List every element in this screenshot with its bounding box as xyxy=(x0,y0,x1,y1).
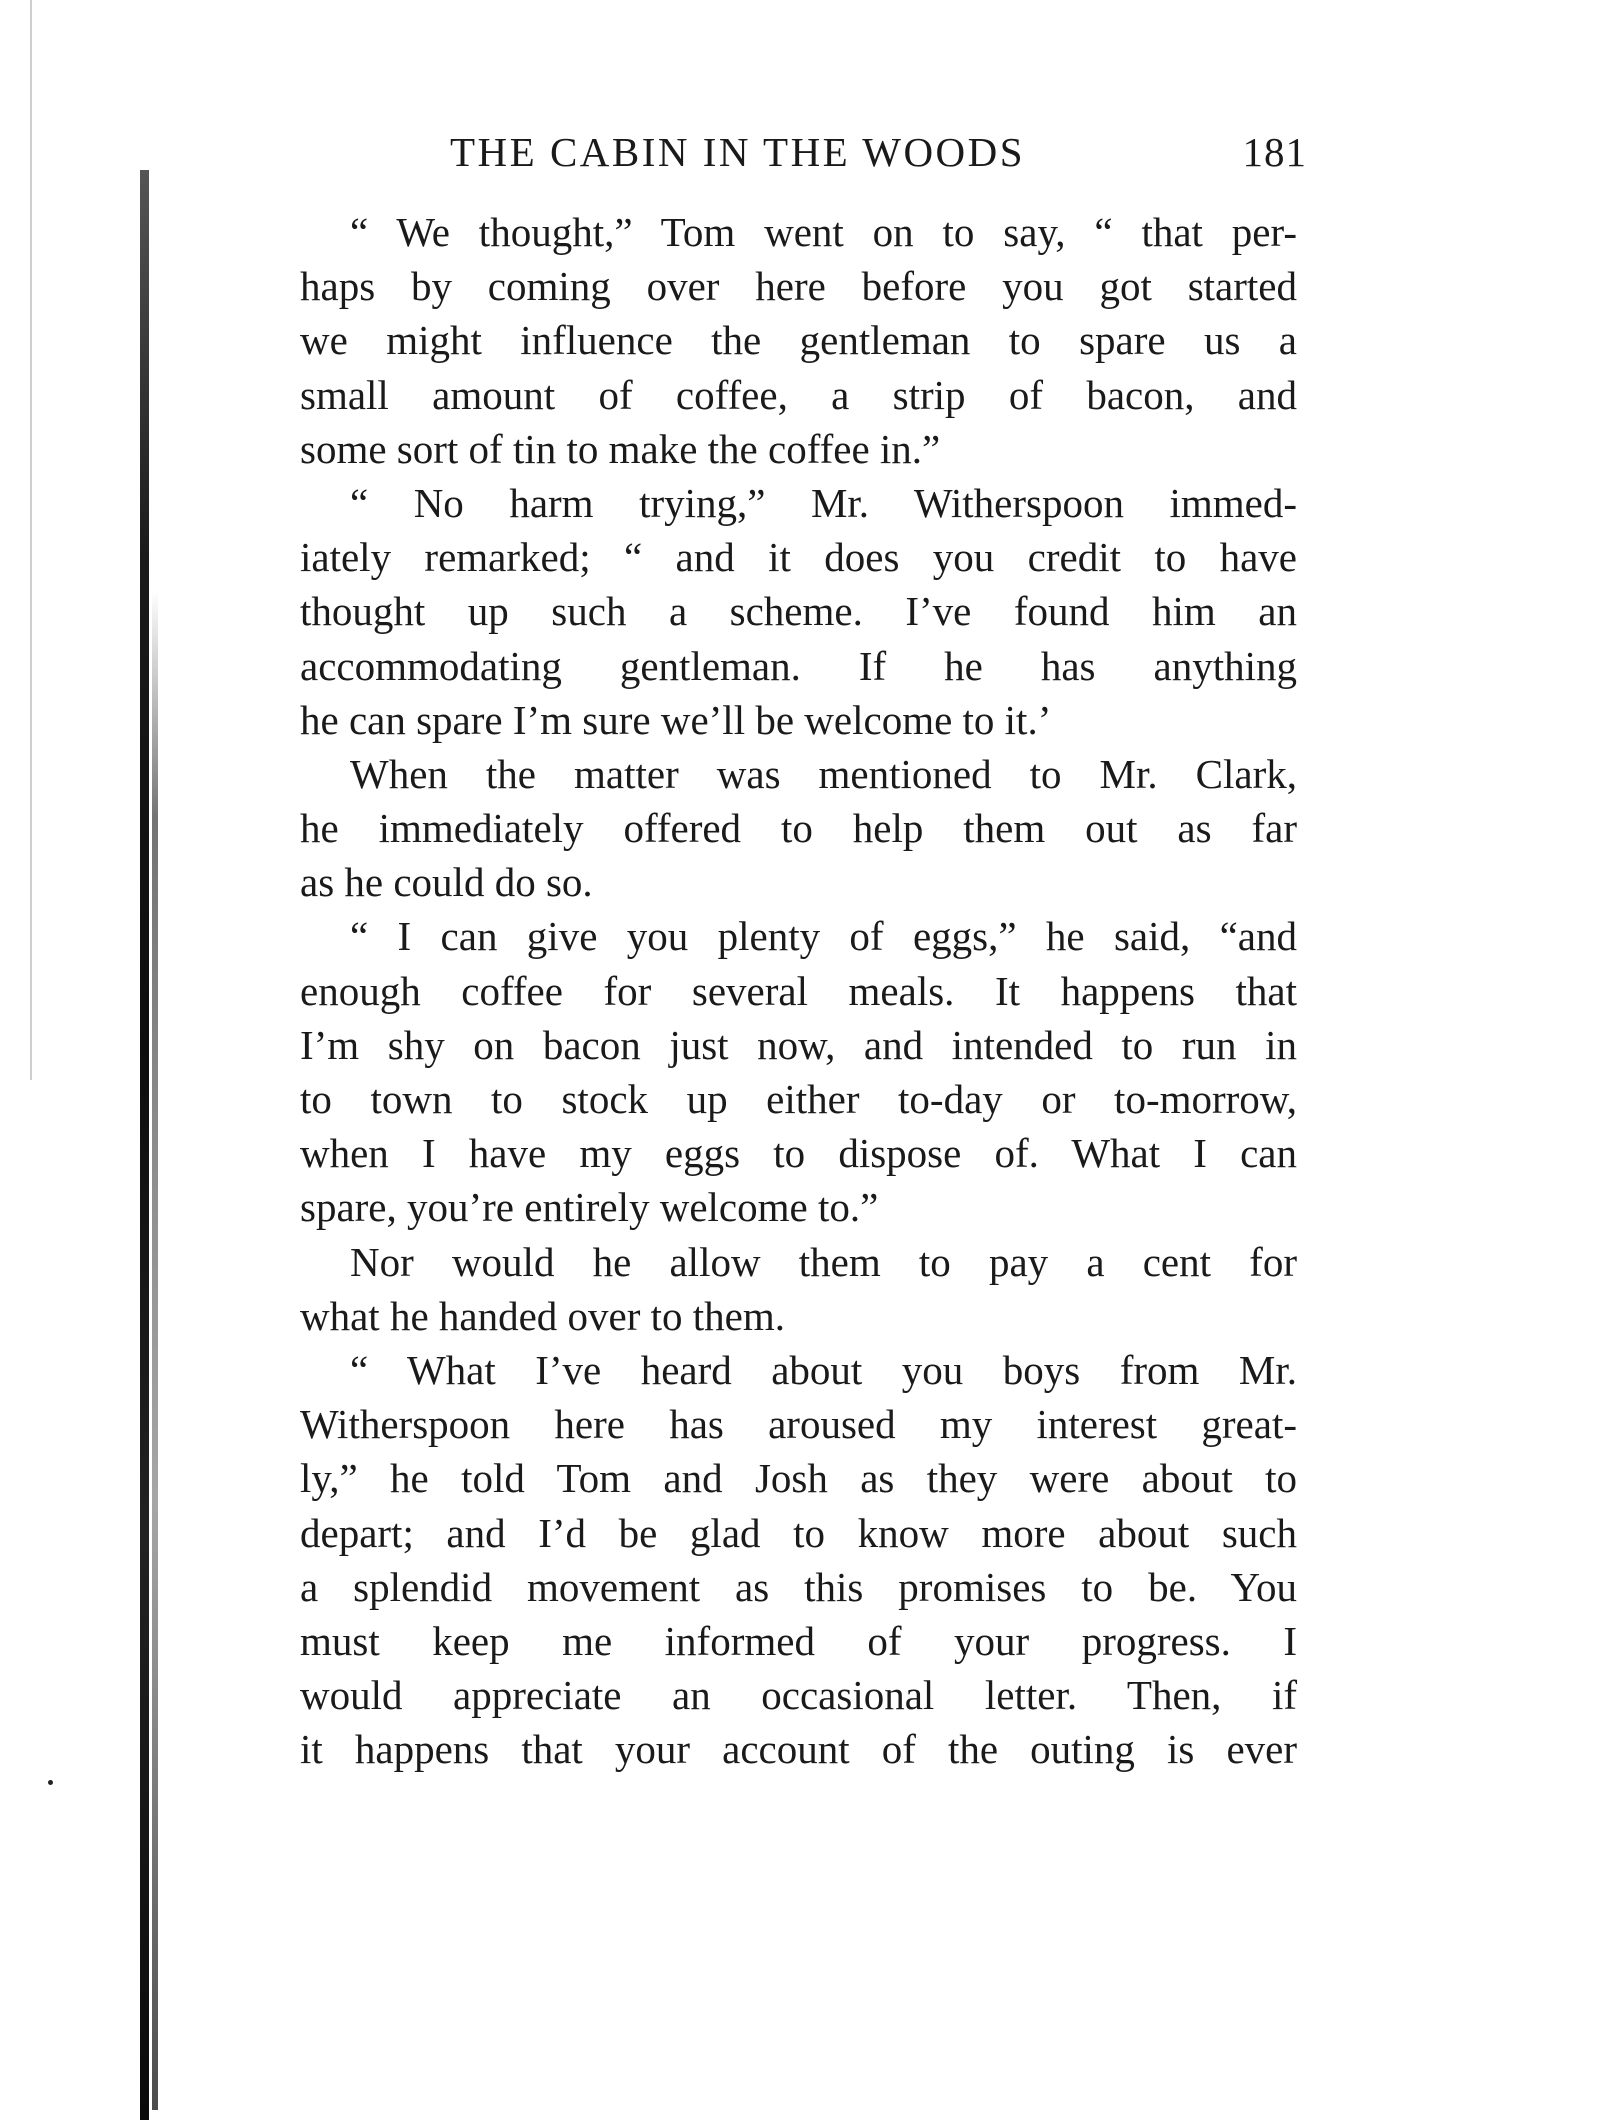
text-line: what he handed over to them. xyxy=(300,1292,786,1339)
text-line: must keep me informed of your progress. I xyxy=(300,1617,1297,1664)
text-line: depart; and I’d be glad to know more about such xyxy=(300,1509,1297,1556)
text-line: it happens that your account of the outing is ever xyxy=(300,1726,1297,1773)
text-line: he immediately offered to help them out as far xyxy=(300,805,1297,852)
running-title: THE CABIN IN THE WOODS xyxy=(450,129,1026,175)
text-line: we might influence the gentleman to spare us a xyxy=(300,317,1297,364)
text-line: spare, you’re entirely welcome to.” xyxy=(300,1184,879,1231)
page-body-text xyxy=(300,205,1297,1776)
scan-edge-line xyxy=(30,0,32,1080)
text-line: “ What I’ve heard about you boys from Mr. xyxy=(350,1346,1297,1393)
text-line: “ We thought,” Tom went on to say, “ that per- xyxy=(350,209,1297,255)
text-line: When the matter was mentioned to Mr. Clark, xyxy=(350,750,1297,797)
text-line: he can spare I’m sure we’ll be welcome to it.’ xyxy=(300,696,1052,743)
text-line: iately remarked; “ and it does you credit to have xyxy=(300,534,1297,581)
text-line: “ I can give you plenty of eggs,” he said, “and xyxy=(350,913,1297,960)
text-line: haps by coming over here before you got started xyxy=(300,263,1297,310)
text-line: to town to stock up either to-day or to-morrow, xyxy=(300,1076,1297,1122)
text-line: accommodating gentleman. If he has anything xyxy=(300,642,1297,689)
text-line: thought up such a scheme. I’ve found him an xyxy=(300,588,1297,635)
text-line: would appreciate an occasional letter. Then, if xyxy=(300,1672,1297,1719)
text-line: I’m shy on bacon just now, and intended to run in xyxy=(300,1021,1297,1068)
binding-shadow xyxy=(140,170,149,2120)
text-line: a splendid movement as this promises to be. You xyxy=(300,1563,1297,1610)
text-line: as he could do so. xyxy=(300,859,593,906)
binding-shadow-soft xyxy=(152,590,158,2110)
text-line: enough coffee for several meals. It happens that xyxy=(300,967,1297,1014)
text-line: “ No harm trying,” Mr. Witherspoon immed- xyxy=(350,479,1297,526)
text-line: small amount of coffee, a strip of bacon, and xyxy=(300,371,1297,418)
scan-speck xyxy=(48,1780,53,1785)
text-line: when I have my eggs to dispose of. What I can xyxy=(300,1130,1297,1177)
running-head xyxy=(450,122,1335,182)
text-line: Witherspoon here has aroused my interest great- xyxy=(300,1401,1297,1448)
text-line: ly,” he told Tom and Josh as they were about to xyxy=(300,1455,1297,1502)
text-line: Nor would he allow them to pay a cent for xyxy=(350,1238,1297,1285)
page-number: 181 xyxy=(1242,129,1307,175)
text-line: some sort of tin to make the coffee in.” xyxy=(300,425,941,472)
